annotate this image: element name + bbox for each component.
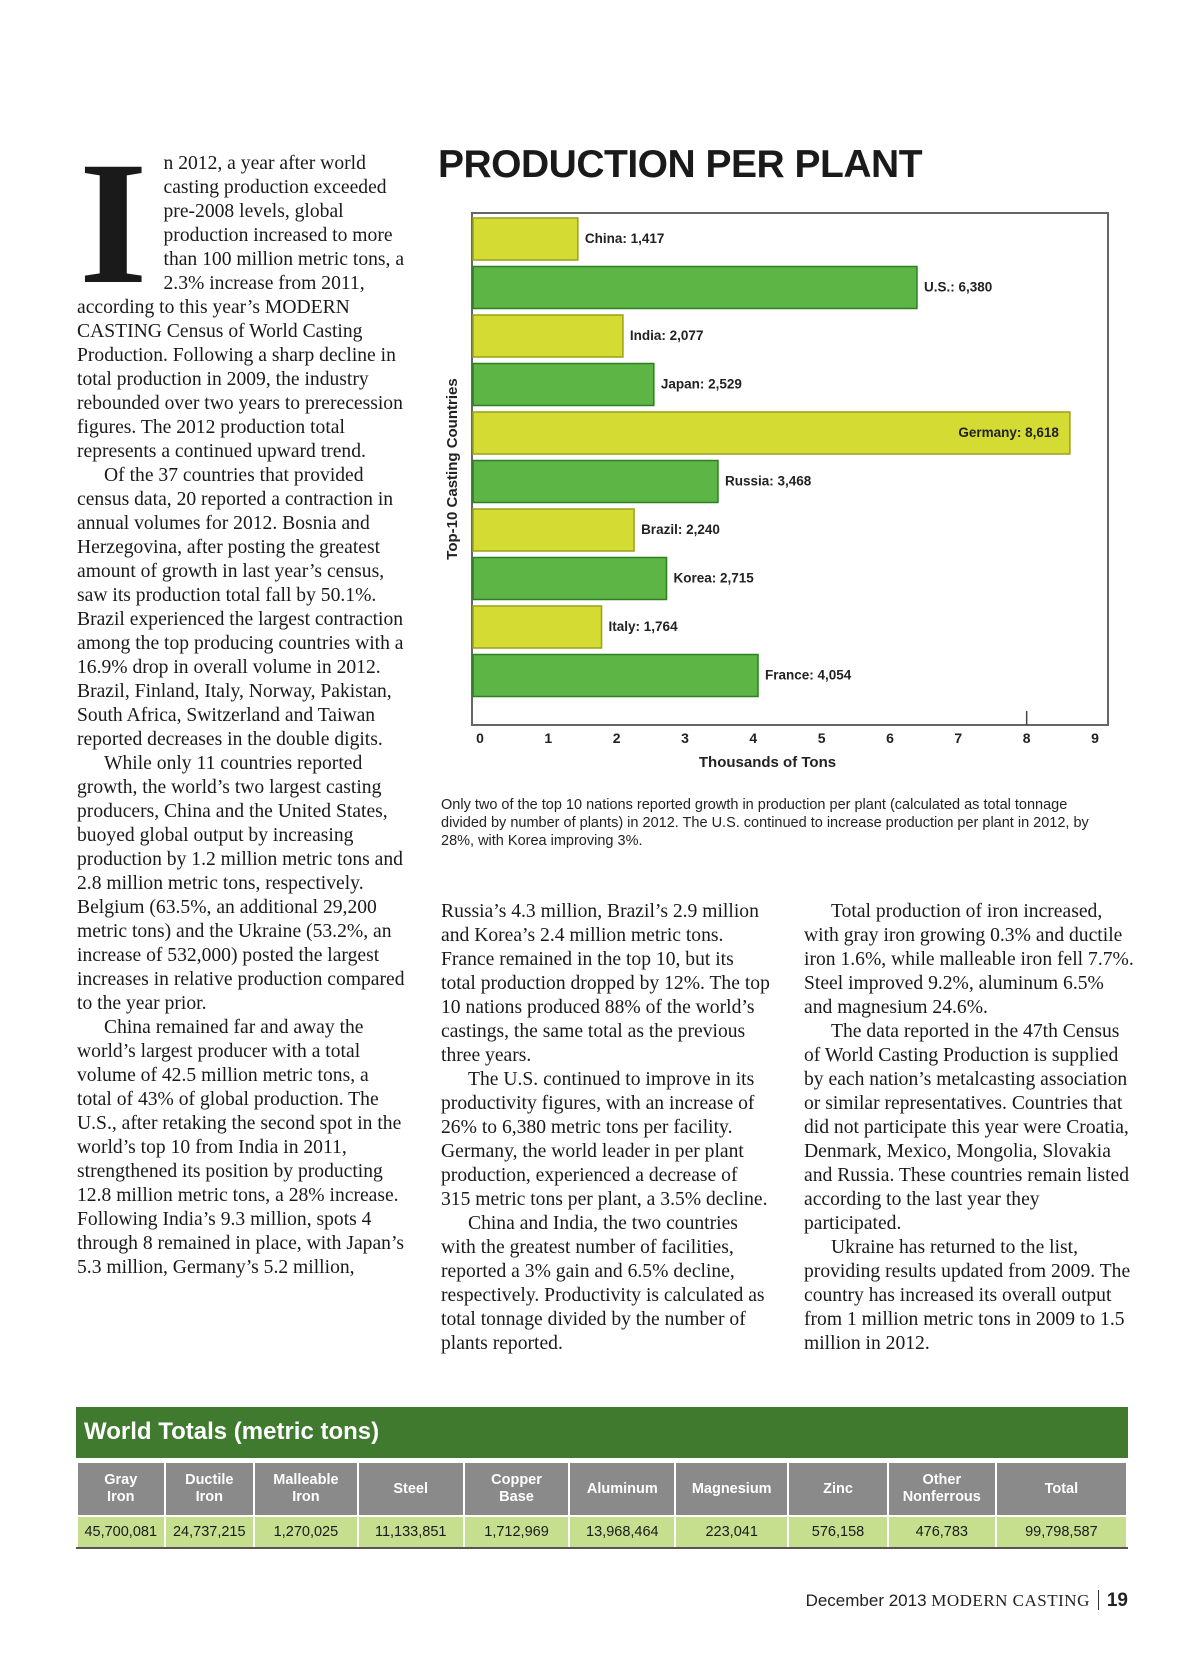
data-label: France: 4,054 — [765, 667, 852, 683]
table-cell: 476,783 — [888, 1516, 996, 1548]
column-header-line: Iron — [292, 1489, 320, 1505]
paragraph: China remained far and away the world’s largest producer with a total volume of 42.5 million metric tons, a total of 43% of global production. The U.S., after retaking the second spot in the world’s top 10 from India in 2011, strengthened its position by producting 12.8 million metric tons, a 28% increase. Following India’s 9.3 million, spots 4 through 8 remained in place, with Japan’s 5.3 million, Germany’s 5.2 million, — [77, 1017, 405, 1278]
column-header-line: Other — [922, 1472, 962, 1488]
column-header-line: Aluminum — [586, 1480, 658, 1497]
x-tick-label: 5 — [817, 730, 826, 746]
column-header-line: Base — [499, 1489, 534, 1505]
production-per-plant-chart — [440, 210, 1120, 785]
table-row — [77, 1516, 1127, 1548]
chart-caption: Only two of the top 10 nations reported growth in production per plant (calculated as total tonnage divided by number of plants) in 2012. The U.S. continued to increase production per plant in 2012, by 28%, with Korea improving 3%. — [441, 797, 1089, 849]
chart-title: PRODUCTION PER PLANT — [438, 143, 923, 186]
column-header-line: Malleable — [273, 1472, 339, 1488]
paragraph: While only 11 countries reported growth, the world’s two largest casting producers, China and the United States, buoyed global output by increasing production by 1.2 million metric tons and 2.8 million metric tons, respectively. Belgium (63.5%, an additional 29,200 metric tons) and the Ukraine (53.2%, an increase of 532,000) posted the largest increases in relative production compared to the year prior. — [77, 753, 405, 1014]
paragraph: Ukraine has returned to the list, providing results updated from 2009. The country has increased its overall output from 1 million metric tons in 2009 to 1.5 million in 2012. — [804, 1237, 1131, 1354]
footer-divider — [1098, 1590, 1099, 1610]
table-cell: 99,798,587 — [996, 1516, 1127, 1548]
bar-korea — [473, 558, 667, 600]
column-header-line: Copper — [491, 1472, 542, 1488]
article-column-right — [804, 900, 1134, 1356]
column-header — [77, 1462, 165, 1516]
bar-india — [473, 315, 623, 357]
article-column-middle — [441, 900, 771, 1356]
table-cell: 11,133,851 — [358, 1516, 464, 1548]
column-header — [888, 1462, 996, 1516]
x-tick-label: 6 — [886, 730, 894, 746]
column-header — [675, 1462, 788, 1516]
column-header — [996, 1462, 1127, 1516]
world-totals-table — [76, 1461, 1128, 1549]
data-label: Japan: 2,529 — [660, 376, 742, 392]
paragraph: The data reported in the 47th Census of World Casting Production is supplied by each nation’s metalcasting association or similar representatives. Countries that did not participate this year were Croatia, Denmark, Mexico, Mongolia, Slovakia and Russia. These countries remain listed according to the last year they participated. — [804, 1021, 1130, 1234]
column-header — [464, 1462, 570, 1516]
table-cell: 24,737,215 — [165, 1516, 255, 1548]
table-cell: 576,158 — [788, 1516, 888, 1548]
x-tick-label: 0 — [476, 730, 484, 746]
data-label: Germany: 8,618 — [958, 425, 1059, 440]
column-header — [569, 1462, 675, 1516]
column-header-line: Zinc — [823, 1480, 853, 1497]
world-totals-title: World Totals (metric tons) — [76, 1407, 1128, 1461]
bar-china — [473, 218, 578, 260]
column-header-line: Iron — [107, 1489, 135, 1505]
bar-russia — [473, 461, 718, 503]
bar-japan — [473, 364, 654, 406]
column-header — [788, 1462, 888, 1516]
column-header-line: Iron — [195, 1489, 223, 1505]
column-header-line: Magnesium — [691, 1480, 772, 1497]
data-label: Brazil: 2,240 — [641, 522, 720, 537]
column-header-line: Steel — [393, 1480, 429, 1497]
table-cell: 223,041 — [675, 1516, 788, 1548]
bar-france — [473, 655, 758, 697]
column-header — [254, 1462, 358, 1516]
footer-date: December 2013 — [805, 1591, 927, 1610]
y-axis-label: Top-10 Casting Countries — [444, 378, 461, 560]
data-label: Russia: 3,468 — [724, 473, 812, 489]
paragraph: n 2012, a year after world casting production exceeded pre-2008 levels, global production increased to more than 100 million metric tons, a 2.3% increase from 2011, according to this year’s MODERN CASTING Census of World Casting Production. Following a sharp decline in total production in 2009, the industry rebounded over two years to prerecession figures. The 2012 production total represents a continued upward trend. — [77, 153, 405, 462]
column-header-line: Ductile — [185, 1472, 234, 1488]
bar-us — [473, 267, 917, 309]
page-footer — [806, 1590, 1128, 1612]
article-column-left — [77, 126, 407, 1280]
data-label: China: 1,417 — [584, 231, 665, 246]
world-totals-table-block — [76, 1407, 1128, 1549]
paragraph: Russia’s 4.3 million, Brazil’s 2.9 million and Korea’s 2.4 million metric tons. France remained in the top 10, but its total production dropped by 12%. The top 10 nations produced 88% of the world’s castings, the same total as the previous three years. — [441, 901, 770, 1066]
x-axis-label: Thousands of Tons — [698, 754, 837, 771]
column-header-line: Nonferrous — [902, 1489, 981, 1505]
x-tick-label: 1 — [544, 730, 553, 746]
table-cell: 45,700,081 — [77, 1516, 165, 1548]
x-tick-label: 7 — [954, 730, 963, 746]
data-label: Italy: 1,764 — [608, 619, 678, 634]
bar-italy — [473, 606, 602, 648]
table-cell: 1,270,025 — [254, 1516, 358, 1548]
page-number: 19 — [1106, 1590, 1128, 1611]
table-cell: 13,968,464 — [569, 1516, 675, 1548]
drop-cap: I — [79, 126, 148, 321]
paragraph: China and India, the two countries with the greatest number of facilities, reported a 3% gain and 6.5% decline, respectively. Productivity is calculated as total tonnage divided by the number of plants reported. — [441, 1213, 765, 1354]
data-label: U.S.: 6,380 — [923, 279, 993, 295]
column-header-line: Total — [1044, 1480, 1079, 1497]
bar-brazil — [473, 509, 634, 551]
column-header-line: Gray — [104, 1472, 138, 1488]
x-tick-label: 8 — [1022, 730, 1031, 746]
paragraph: Of the 37 countries that provided census data, 20 reported a contraction in annual volumes for 2012. Bosnia and Herzegovina, after posting the greatest amount of growth in last year’s census, saw its production total fall by 50.1%. Brazil experienced the largest contraction among the top producing countries with a 16.9% drop in overall volume in 2012. Brazil, Finland, Italy, Norway, Pakistan, South Africa, Switzerland and Taiwan reported decreases in the double digits. — [77, 465, 404, 750]
x-tick-label: 9 — [1091, 730, 1099, 746]
x-tick-label: 2 — [612, 730, 621, 746]
x-tick-label: 4 — [749, 730, 758, 746]
paragraph: Total production of iron increased, with gray iron growing 0.3% and ductile iron 1.6%, while malleable iron fell 7.7%. Steel improved 9.2%, aluminum 6.5% and magnesium 24.6%. — [804, 901, 1134, 1018]
data-label: Korea: 2,715 — [673, 570, 754, 586]
data-label: India: 2,077 — [629, 328, 704, 343]
column-header — [165, 1462, 255, 1516]
column-header — [358, 1462, 464, 1516]
paragraph: The U.S. continued to improve in its productivity figures, with an increase of 26% to 6,380 metric tons per facility. Germany, the world leader in per plant production, experienced a decrease of 315 metric tons per plant, a 3.5% decline. — [441, 1069, 768, 1210]
table-header-row — [77, 1462, 1127, 1516]
footer-magazine: MODERN CASTING — [931, 1591, 1090, 1610]
x-tick-label: 3 — [681, 730, 689, 746]
table-cell: 1,712,969 — [464, 1516, 570, 1548]
